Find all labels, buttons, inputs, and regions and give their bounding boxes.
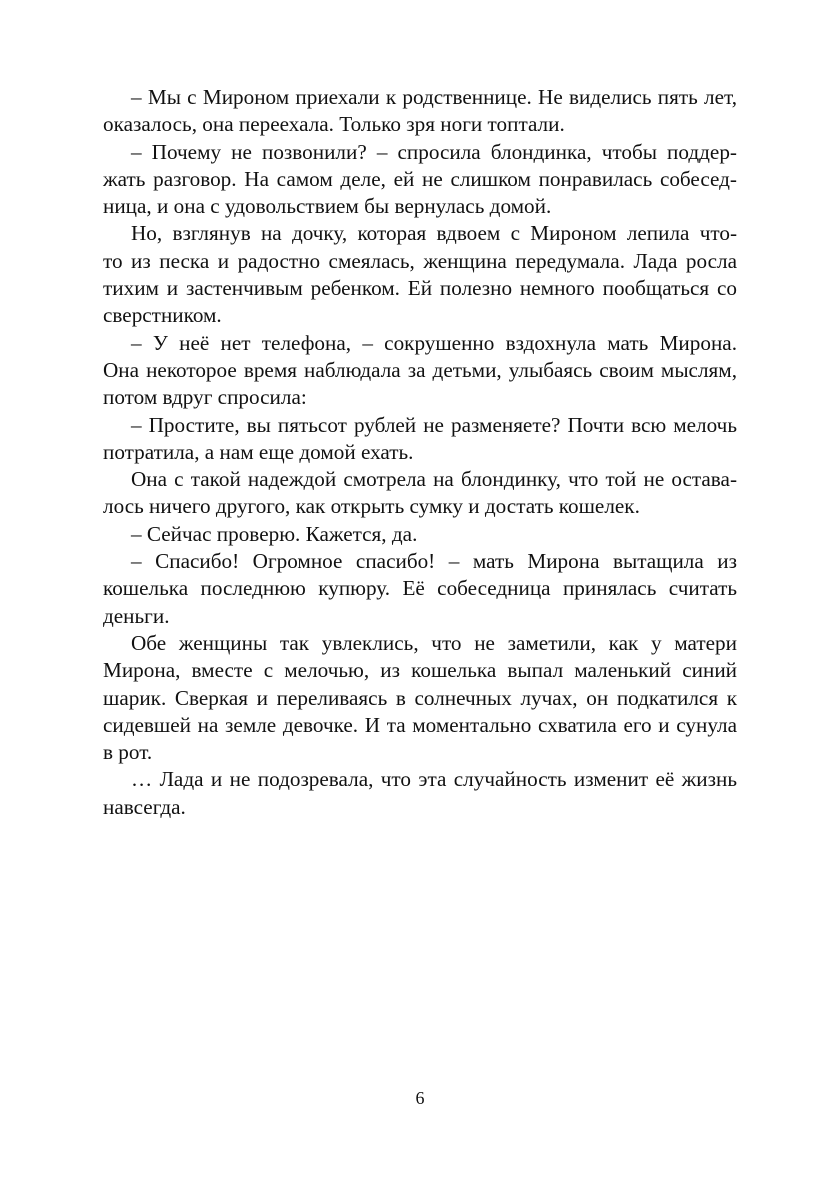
text-line: сидевшей на земле девочке. И та моментально схватила его и сунула: [103, 712, 737, 737]
text-line: шарик. Сверкая и переливаясь в солнечных лучах, он подкатился к: [103, 685, 737, 710]
page-number: 6: [415, 1088, 425, 1108]
paragraph: [103, 220, 737, 329]
paragraph: [103, 466, 737, 521]
paragraph: [103, 548, 737, 630]
text-line: ница, и она с удовольствием бы вернулась домой.: [103, 194, 552, 219]
paragraph: [103, 412, 737, 467]
text-line: Мирона, вместе с мелочью, из кошелька выпал маленький синий: [103, 658, 737, 683]
text-line: Но, взглянув на дочку, которая вдвоем с Мироном лепила что-: [131, 221, 737, 246]
text-line: … Лада и не подозревала, что эта случайность изменит её жизнь: [131, 767, 737, 792]
text-line: сверстником.: [103, 303, 222, 328]
text-line: – Простите, вы пятьсот рублей не разменяете? Почти всю мелочь: [131, 412, 737, 437]
page-body: [103, 84, 737, 821]
paragraph: [103, 630, 737, 766]
text-line: Обе женщины так увлеклись, что не заметили, как у матери: [131, 630, 737, 655]
paragraph: [103, 766, 737, 821]
paragraph: [103, 84, 737, 139]
text-line: лось ничего другого, как открыть сумку и достать кошелек.: [103, 494, 640, 519]
text-line: – Спасибо! Огромное спасибо! – мать Мирона вытащила из: [131, 549, 737, 574]
text-line: потратила, а нам еще домой ехать.: [103, 439, 414, 464]
text-line: деньги.: [103, 603, 170, 628]
text-line: – У неё нет телефона, – сокрушенно вздохнула мать Мирона.: [131, 330, 737, 355]
text-line: тихим и застенчивым ребенком. Ей полезно немного пообщаться со: [103, 276, 737, 301]
text-line: Она некоторое время наблюдала за детьми, улыбаясь своим мыслям,: [103, 357, 737, 382]
text-line: жать разговор. На самом деле, ей не слишком понравилась собесед-: [103, 166, 737, 191]
text-line: Она с такой надеждой смотрела на блондинку, что той не остава-: [131, 467, 737, 492]
text-line: – Сейчас проверю. Кажется, да.: [131, 521, 418, 546]
text-line: кошелька последнюю купюру. Её собеседница принялась считать: [103, 576, 737, 601]
text-line: – Почему не позвонили? – спросила блондинка, чтобы поддер-: [131, 139, 737, 164]
text-line: – Мы с Мироном приехали к родственнице. Не виделись пять лет,: [131, 85, 737, 109]
paragraph: [103, 139, 737, 221]
text-line: потом вдруг спросила:: [103, 385, 307, 410]
paragraph: [103, 330, 737, 412]
text-line: в рот.: [103, 740, 153, 765]
text-line: оказалось, она переехала. Только зря ноги топтали.: [103, 112, 565, 137]
paragraph: [103, 521, 737, 548]
text-line: то из песка и радостно смеялась, женщина передумала. Лада росла: [103, 248, 737, 273]
text-line: навсегда.: [103, 794, 186, 819]
